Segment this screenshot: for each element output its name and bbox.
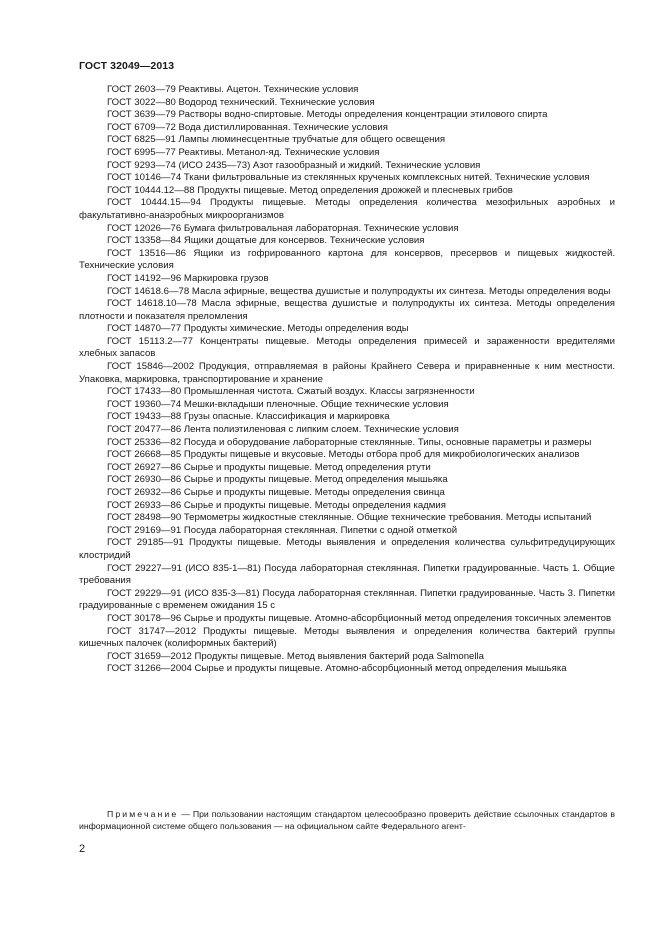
note-label: Примечание: [107, 809, 179, 819]
reference-item: ГОСТ 26668—85 Продукты пищевые и вкусовые. Методы отбора проб для микробиологических анализов: [107, 449, 580, 461]
reference-item: ГОСТ 26933—86 Сырье и продукты пищевые. Методы определения кадмия: [107, 499, 446, 511]
normative-references-list: [79, 84, 615, 676]
reference-item: ГОСТ 14618.6—78 Масла эфирные, вещества душистые и полупродукты их синтеза. Методы определения воды: [107, 285, 611, 297]
reference-item: ГОСТ 2603—79 Реактивы. Ацетон. Технические условия: [107, 84, 359, 95]
reference-item: ГОСТ 26927—86 Сырье и продукты пищевые. Метод определения ртути: [107, 461, 431, 473]
reference-item: ГОСТ 6825—91 Лампы люминесцентные трубчатые для общего освещения: [107, 134, 446, 146]
reference-item: ГОСТ 13358—84 Ящики дощатые для консервов. Технические условия: [107, 235, 425, 247]
page-header-title: ГОСТ 32049—2013: [79, 60, 175, 72]
reference-item: ГОСТ 3022—80 Водород технический. Технические условия: [107, 96, 375, 108]
reference-item: ГОСТ 14192—96 Маркировка грузов: [107, 272, 269, 284]
reference-item: ГОСТ 25336—82 Посуда и оборудование лабораторные стеклянные. Типы, основные параметры и размеры: [107, 436, 592, 448]
reference-item: ГОСТ 29185—91 Продукты пищевые. Методы выявления и определения количества сульфитредуцирующих клостридий: [79, 537, 615, 561]
reference-item: ГОСТ 6995—77 Реактивы. Метанол-яд. Технические условия: [107, 146, 380, 158]
reference-item: ГОСТ 28498—90 Термометры жидкостные стеклянные. Общие технические требования. Методы испытаний: [107, 512, 592, 524]
reference-item: ГОСТ 26930—86 Сырье и продукты пищевые. Метод определения мышьяка: [107, 474, 448, 486]
reference-item: ГОСТ 12026—76 Бумага фильтровальная лабораторная. Технические условия: [107, 222, 459, 234]
reference-item: ГОСТ 13516—86 Ящики из гофрированного картона для консервов, пресервов и пищевых жидкостей. Технические условия: [79, 247, 615, 272]
page-number: 2: [79, 843, 86, 855]
reference-item: ГОСТ 10444.15—94 Продукты пищевые. Методы определения количества мезофильных аэробных и факультативно-анаэробных микроорганизмов: [79, 197, 615, 221]
note-paragraph: [79, 808, 615, 833]
reference-item: ГОСТ 29169—91 Посуда лабораторная стеклянная. Пипетки с одной отметкой: [107, 524, 458, 536]
reference-item: ГОСТ 19433—88 Грузы опасные. Классификация и маркировка: [107, 411, 390, 423]
reference-item: ГОСТ 14618.10—78 Масла эфирные, вещества душистые и полупродукты их синтеза. Методы определения плотности и показателя преломления: [79, 298, 615, 322]
reference-item: ГОСТ 9293—74 (ИСО 2435—73) Азот газообразный и жидкий. Технические условия: [107, 159, 481, 171]
reference-item: ГОСТ 14870—77 Продукты химические. Методы определения воды: [107, 323, 409, 335]
reference-item: ГОСТ 26932—86 Сырье и продукты пищевые. Методы определения свинца: [107, 487, 445, 498]
reference-item: ГОСТ 31659—2012 Продукты пищевые. Метод выявления бактерий рода Salmonella: [107, 650, 484, 662]
reference-item: ГОСТ 10444.12—88 Продукты пищевые. Метод определения дрожжей и плесневых грибов: [107, 184, 513, 196]
reference-item: ГОСТ 20477—86 Лента полиэтиленовая с липким слоем. Технические условия: [107, 424, 459, 436]
reference-item: ГОСТ 15846—2002 Продукция, отправляемая в районы Крайнего Севера и приравненные к ним местности. Упаковка, маркировка, транспортирование и хранение: [79, 361, 615, 385]
reference-item: ГОСТ 31266—2004 Сырье и продукты пищевые. Атомно-абсорбционный метод определения мышьяка: [107, 663, 567, 675]
reference-item: ГОСТ 17433—80 Промышленная чистота. Сжатый воздух. Классы загрязненности: [107, 386, 475, 398]
reference-item: ГОСТ 29229—91 (ИСО 835-3—81) Посуда лабораторная стеклянная. Пипетки градуированные. Часть 3. Пипетки градуированные с временем ожидания 15 с: [79, 587, 615, 612]
reference-item: ГОСТ 19360—74 Мешки-вкладыши пленочные. Общие технические условия: [107, 398, 449, 410]
reference-item: ГОСТ 29227—91 (ИСО 835-1—81) Посуда лабораторная стеклянная. Пипетки градуированные. Часть 1. Общие требования: [79, 562, 615, 587]
reference-item: ГОСТ 6709—72 Вода дистиллированная. Технические условия: [107, 121, 388, 133]
reference-item: ГОСТ 10146—74 Ткани фильтровальные из стеклянных крученых комплексных нитей. Технические условия: [107, 172, 590, 184]
reference-item: ГОСТ 31747—2012 Продукты пищевые. Методы выявления и определения количества бактерий группы кишечных палочек (колиформных бактерий): [79, 625, 615, 650]
note-text: — При пользовании настоящим стандартом целесообразно проверить действие ссылочных стандартов в информационной системе общего пользования — на официальном сайте Федерального агент-: [79, 809, 615, 832]
reference-item: ГОСТ 3639—79 Растворы водно-спиртовые. Методы определения концентрации этилового спирта: [107, 109, 548, 121]
reference-item: ГОСТ 30178—96 Сырье и продукты пищевые. Атомно-абсорбционный метод определения токсичных элементов: [107, 612, 612, 624]
reference-item: ГОСТ 15113.2—77 Концентраты пищевые. Методы определения примесей и зараженности вредителями хлебных запасов: [79, 335, 615, 360]
